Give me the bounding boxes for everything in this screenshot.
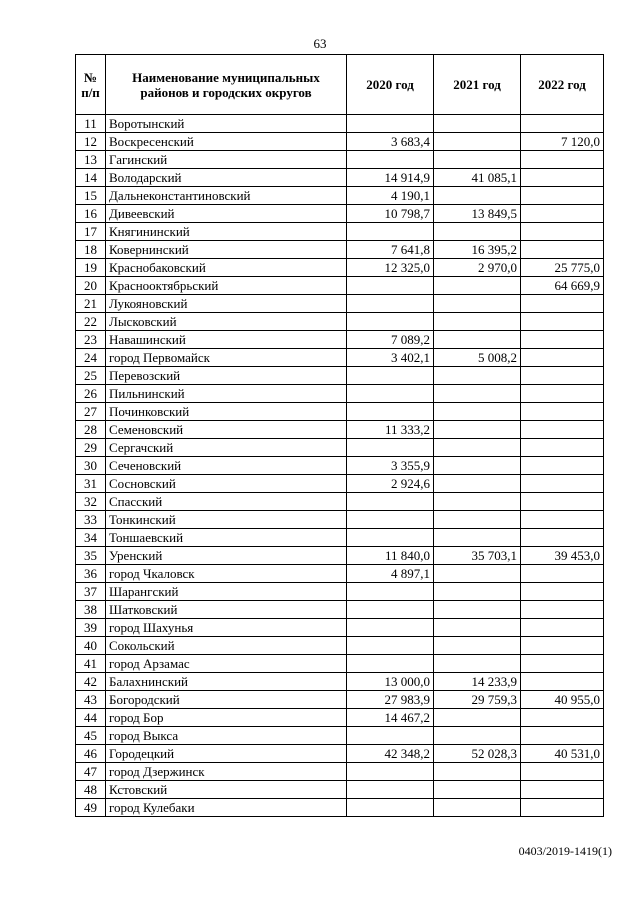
value-2020: 14 467,2 — [347, 709, 434, 727]
value-2021 — [434, 187, 521, 205]
district-name: Семеновский — [106, 421, 347, 439]
value-2022 — [521, 475, 604, 493]
value-2021: 5 008,2 — [434, 349, 521, 367]
value-2021 — [434, 439, 521, 457]
value-2021: 2 970,0 — [434, 259, 521, 277]
value-2022 — [521, 349, 604, 367]
value-2021: 41 085,1 — [434, 169, 521, 187]
district-name: Дальнеконстантиновский — [106, 187, 347, 205]
value-2021 — [434, 313, 521, 331]
value-2020: 7 641,8 — [347, 241, 434, 259]
district-name: город Чкаловск — [106, 565, 347, 583]
value-2022: 39 453,0 — [521, 547, 604, 565]
value-2020: 11 333,2 — [347, 421, 434, 439]
value-2022 — [521, 205, 604, 223]
value-2022: 64 669,9 — [521, 277, 604, 295]
value-2021 — [434, 421, 521, 439]
allocation-table — [75, 54, 604, 817]
value-2020 — [347, 367, 434, 385]
value-2020: 3 683,4 — [347, 133, 434, 151]
district-name: город Бор — [106, 709, 347, 727]
table-row — [76, 277, 604, 295]
value-2022 — [521, 223, 604, 241]
value-2020 — [347, 727, 434, 745]
value-2022 — [521, 673, 604, 691]
table-row — [76, 223, 604, 241]
row-number: 45 — [76, 727, 106, 745]
value-2020: 13 000,0 — [347, 673, 434, 691]
row-number: 22 — [76, 313, 106, 331]
value-2020: 14 914,9 — [347, 169, 434, 187]
value-2020: 42 348,2 — [347, 745, 434, 763]
row-number: 24 — [76, 349, 106, 367]
value-2021 — [434, 619, 521, 637]
value-2022 — [521, 493, 604, 511]
row-number: 34 — [76, 529, 106, 547]
row-number: 20 — [76, 277, 106, 295]
value-2022 — [521, 169, 604, 187]
table-row — [76, 781, 604, 799]
header-2022: 2022 год — [521, 55, 604, 115]
table-row — [76, 133, 604, 151]
table-row — [76, 241, 604, 259]
row-number: 48 — [76, 781, 106, 799]
row-number: 27 — [76, 403, 106, 421]
row-number: 29 — [76, 439, 106, 457]
value-2022 — [521, 709, 604, 727]
value-2022: 40 531,0 — [521, 745, 604, 763]
value-2022 — [521, 763, 604, 781]
table-row — [76, 529, 604, 547]
district-name: Воротынский — [106, 115, 347, 133]
value-2022 — [521, 565, 604, 583]
table-row — [76, 691, 604, 709]
value-2020: 10 798,7 — [347, 205, 434, 223]
table-row — [76, 511, 604, 529]
value-2022 — [521, 151, 604, 169]
row-number: 47 — [76, 763, 106, 781]
value-2020 — [347, 511, 434, 529]
value-2022 — [521, 457, 604, 475]
row-number: 17 — [76, 223, 106, 241]
value-2022: 7 120,0 — [521, 133, 604, 151]
value-2020 — [347, 763, 434, 781]
value-2020 — [347, 583, 434, 601]
value-2021 — [434, 223, 521, 241]
row-number: 30 — [76, 457, 106, 475]
value-2021 — [434, 583, 521, 601]
row-number: 39 — [76, 619, 106, 637]
value-2020: 12 325,0 — [347, 259, 434, 277]
value-2020 — [347, 529, 434, 547]
district-name: город Дзержинск — [106, 763, 347, 781]
district-name: город Первомайск — [106, 349, 347, 367]
value-2022 — [521, 313, 604, 331]
value-2020 — [347, 439, 434, 457]
value-2021 — [434, 457, 521, 475]
value-2022 — [521, 331, 604, 349]
value-2020 — [347, 601, 434, 619]
table-row — [76, 565, 604, 583]
value-2022 — [521, 655, 604, 673]
value-2020: 11 840,0 — [347, 547, 434, 565]
district-name: Сокольский — [106, 637, 347, 655]
value-2020: 7 089,2 — [347, 331, 434, 349]
table-row — [76, 655, 604, 673]
table-row — [76, 151, 604, 169]
value-2021 — [434, 151, 521, 169]
district-name: Сергачский — [106, 439, 347, 457]
row-number: 11 — [76, 115, 106, 133]
value-2021: 16 395,2 — [434, 241, 521, 259]
table-row — [76, 331, 604, 349]
value-2021 — [434, 403, 521, 421]
value-2021 — [434, 655, 521, 673]
table-row — [76, 295, 604, 313]
district-name: Тоншаевский — [106, 529, 347, 547]
district-name: Починковский — [106, 403, 347, 421]
value-2020 — [347, 115, 434, 133]
value-2021 — [434, 763, 521, 781]
row-number: 36 — [76, 565, 106, 583]
row-number: 21 — [76, 295, 106, 313]
table-row — [76, 583, 604, 601]
district-name: город Арзамас — [106, 655, 347, 673]
table-row — [76, 403, 604, 421]
district-name: Краснобаковский — [106, 259, 347, 277]
table-row — [76, 313, 604, 331]
district-name: Сосновский — [106, 475, 347, 493]
value-2022 — [521, 403, 604, 421]
value-2021 — [434, 601, 521, 619]
row-number: 37 — [76, 583, 106, 601]
table-row — [76, 349, 604, 367]
value-2020: 3 355,9 — [347, 457, 434, 475]
value-2021: 35 703,1 — [434, 547, 521, 565]
district-name: Кстовский — [106, 781, 347, 799]
district-name: Тонкинский — [106, 511, 347, 529]
district-name: Краснооктябрьский — [106, 277, 347, 295]
value-2021 — [434, 493, 521, 511]
value-2022 — [521, 187, 604, 205]
table-row — [76, 493, 604, 511]
value-2022 — [521, 601, 604, 619]
value-2022 — [521, 583, 604, 601]
value-2021 — [434, 115, 521, 133]
table-row — [76, 169, 604, 187]
value-2020 — [347, 637, 434, 655]
header-2020: 2020 год — [347, 55, 434, 115]
value-2021 — [434, 511, 521, 529]
value-2020 — [347, 385, 434, 403]
row-number: 38 — [76, 601, 106, 619]
value-2022 — [521, 799, 604, 817]
value-2021 — [434, 709, 521, 727]
value-2021 — [434, 565, 521, 583]
table-row — [76, 673, 604, 691]
value-2022: 40 955,0 — [521, 691, 604, 709]
table-row — [76, 421, 604, 439]
page-number: 63 — [313, 36, 327, 51]
table-row — [76, 187, 604, 205]
table-row — [76, 367, 604, 385]
district-name: Княгининский — [106, 223, 347, 241]
row-number: 43 — [76, 691, 106, 709]
district-name: Лукояновский — [106, 295, 347, 313]
value-2021 — [434, 781, 521, 799]
district-name: Лысковский — [106, 313, 347, 331]
value-2021 — [434, 799, 521, 817]
table-header-row — [76, 55, 604, 115]
table-row — [76, 457, 604, 475]
value-2021 — [434, 475, 521, 493]
value-2021 — [434, 727, 521, 745]
table-row — [76, 763, 604, 781]
row-number: 19 — [76, 259, 106, 277]
row-number: 35 — [76, 547, 106, 565]
value-2020 — [347, 655, 434, 673]
value-2021 — [434, 637, 521, 655]
district-name: Балахнинский — [106, 673, 347, 691]
district-name: город Выкса — [106, 727, 347, 745]
table-row — [76, 439, 604, 457]
table-row — [76, 601, 604, 619]
district-name: город Кулебаки — [106, 799, 347, 817]
table-row — [76, 727, 604, 745]
value-2020: 27 983,9 — [347, 691, 434, 709]
value-2022 — [521, 727, 604, 745]
row-number: 28 — [76, 421, 106, 439]
value-2022: 25 775,0 — [521, 259, 604, 277]
district-name: Воскресенский — [106, 133, 347, 151]
row-number: 46 — [76, 745, 106, 763]
table-row — [76, 637, 604, 655]
row-number: 18 — [76, 241, 106, 259]
value-2020 — [347, 277, 434, 295]
value-2020 — [347, 223, 434, 241]
district-name: Сеченовский — [106, 457, 347, 475]
table-row — [76, 709, 604, 727]
row-number: 15 — [76, 187, 106, 205]
row-number: 42 — [76, 673, 106, 691]
table-body — [76, 115, 604, 817]
table-row — [76, 205, 604, 223]
row-number: 25 — [76, 367, 106, 385]
value-2020 — [347, 313, 434, 331]
value-2020 — [347, 295, 434, 313]
value-2022 — [521, 115, 604, 133]
row-number: 23 — [76, 331, 106, 349]
value-2020 — [347, 619, 434, 637]
value-2020: 4 190,1 — [347, 187, 434, 205]
row-number: 44 — [76, 709, 106, 727]
value-2021 — [434, 295, 521, 313]
table-row — [76, 745, 604, 763]
value-2022 — [521, 421, 604, 439]
table-row — [76, 547, 604, 565]
document-code: 0403/2019-1419(1) — [518, 844, 612, 858]
value-2021: 14 233,9 — [434, 673, 521, 691]
header-no: № п/п — [76, 55, 106, 115]
value-2021 — [434, 385, 521, 403]
row-number: 12 — [76, 133, 106, 151]
row-number: 41 — [76, 655, 106, 673]
district-name: Ковернинский — [106, 241, 347, 259]
district-name: город Шахунья — [106, 619, 347, 637]
table-row — [76, 475, 604, 493]
value-2021 — [434, 277, 521, 295]
district-name: Спасский — [106, 493, 347, 511]
value-2021: 52 028,3 — [434, 745, 521, 763]
value-2021 — [434, 133, 521, 151]
value-2021: 29 759,3 — [434, 691, 521, 709]
value-2020 — [347, 151, 434, 169]
row-number: 14 — [76, 169, 106, 187]
row-number: 26 — [76, 385, 106, 403]
header-2021: 2021 год — [434, 55, 521, 115]
value-2021 — [434, 367, 521, 385]
district-name: Шарангский — [106, 583, 347, 601]
value-2022 — [521, 637, 604, 655]
value-2022 — [521, 241, 604, 259]
value-2020: 4 897,1 — [347, 565, 434, 583]
row-number: 33 — [76, 511, 106, 529]
value-2022 — [521, 529, 604, 547]
value-2021 — [434, 529, 521, 547]
table-row — [76, 259, 604, 277]
value-2021 — [434, 331, 521, 349]
value-2020 — [347, 403, 434, 421]
value-2022 — [521, 781, 604, 799]
district-name: Перевозский — [106, 367, 347, 385]
value-2022 — [521, 439, 604, 457]
table-row — [76, 385, 604, 403]
district-name: Пильнинский — [106, 385, 347, 403]
value-2022 — [521, 619, 604, 637]
value-2020: 3 402,1 — [347, 349, 434, 367]
value-2022 — [521, 385, 604, 403]
header-name: Наименование муниципальных районов и городских округов — [106, 55, 347, 115]
district-name: Гагинский — [106, 151, 347, 169]
row-number: 13 — [76, 151, 106, 169]
row-number: 49 — [76, 799, 106, 817]
row-number: 31 — [76, 475, 106, 493]
value-2022 — [521, 367, 604, 385]
district-name: Володарский — [106, 169, 347, 187]
value-2022 — [521, 295, 604, 313]
value-2020: 2 924,6 — [347, 475, 434, 493]
district-name: Богородский — [106, 691, 347, 709]
value-2022 — [521, 511, 604, 529]
row-number: 32 — [76, 493, 106, 511]
district-name: Уренский — [106, 547, 347, 565]
district-name: Дивеевский — [106, 205, 347, 223]
district-name: Городецкий — [106, 745, 347, 763]
table-row — [76, 619, 604, 637]
row-number: 40 — [76, 637, 106, 655]
table-row — [76, 799, 604, 817]
row-number: 16 — [76, 205, 106, 223]
value-2020 — [347, 799, 434, 817]
value-2021: 13 849,5 — [434, 205, 521, 223]
district-name: Шатковский — [106, 601, 347, 619]
table-row — [76, 115, 604, 133]
district-name: Навашинский — [106, 331, 347, 349]
value-2020 — [347, 493, 434, 511]
value-2020 — [347, 781, 434, 799]
